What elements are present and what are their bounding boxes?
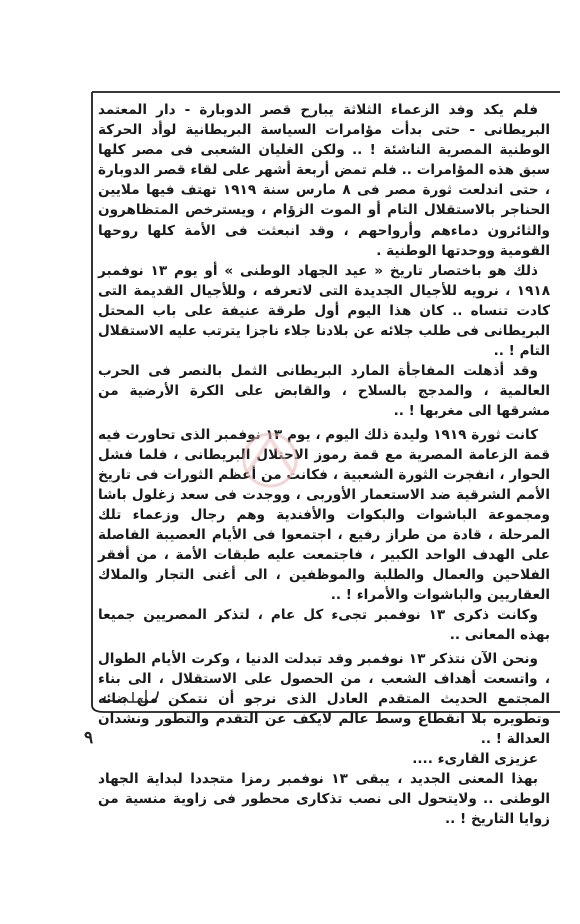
greeting-line: عزيزى القارىء .... [412, 751, 538, 767]
paragraph-2: ذلك هو باختصار تاريخ « عيد الجهاد الوطنى » أو يوم ١٣ نوفمبر ١٩١٨ ، نرويه للأجيال الجديدة التى لاتعرفه ، وللأجيال القديمة التى كادت تنساه .. كان هذا اليوم أول طرقة عنيفة على باب المحتل البريطانى فى طلب جلائه عن بلادنا جلاء ناجزا يترتب عليه الاستقلال التام ! .. [98, 262, 550, 360]
paragraph-6: ونحن الآن نتذكر ١٣ نوفمبر وقد تبدلت الدنيا ، وكرت الأيام الطوال ، واتسعت أهداف الشعب ، من الحصول على الاستقلال ، الى بناء المجتمع الحديث المتقدم العادل الذى نرجو أن نتمكن من بنائه وتطويره بلا انقطاع وسط عالم لايكف عن التقدم والتطور ونشدان العدالة ! .. [98, 650, 550, 747]
paragraph-4: كانت ثورة ١٩١٩ وليدة ذلك اليوم ، يوم ١٣ نوفمبر الذى تحاورت فيه قمة الزعامة المصرية مع قمة رموز الاحتلال البريطانى ، فلما فشل الحوار ، انفجرت الثورة الشعبية ، فكانت من أعظم الثورات فى تاريخ الأمم الشرقية ضد الاستعمار الأوربى ، ووجدت فى سعد زغلول باشا ومجموعة الباشوات والبكوات والأفندية وهم رجال وزعماء تلك المرحلة ، قادة من طراز رفيع ، اجتمعوا فى الأيام العصيبة الفاصلة على الهدف الواحد الكبير ، فاجتمعت عليه طبقات الأمة ، من أفقر الفلاحين والعمال والطلبة والموظفين ، الى أغنى التجار والملاك العقاريين والباشوات والأمراء ! .. [98, 426, 550, 604]
paragraph-3: وقد أذهلت المفاجأة المارد البريطانى الثمل بالنصر فى الحرب العالمية ، والمدجج بالسلاح ، والقابض على الكرة الأرضية من مشرقها الى مغربها ! .. [98, 363, 550, 420]
paragraph-7: بهذا المعنى الجديد ، يبقى ١٣ نوفمبر رمزا متجددا لبداية الجهاد الوطنى .. ولايتحول الى نصب تذكارى محطور فى زاوية منسية من زوايا التاريخ ! .. [98, 771, 550, 828]
article-body [98, 100, 550, 829]
page-number: ٩ [84, 728, 94, 748]
paragraph-1: فلم يكد وفد الزعماء الثلاثة يبارح قصر الدوبارة - دار المعتمد البريطانى - حتى بدأت مؤامرات السياسة البريطانية لوأد الحركة الوطنية المصرية الناشئة ! .. ولكن الغليان الشعبى فى مصر كلها سبق هذه المؤامرات .. فلم تمض أربعة أشهر على لقاء قصر الدوبارة ، حتى اندلعت ثورة مصر فى ٨ مارس سنة ١٩١٩ تهتف فيها ملايين الحناجر بالاستقلال التام أو الموت الزؤام ، ويسترخص المتظاهرون والثائرون دماءهم وأرواحهم ، وقد انبعثت فى الأمة كلها روحها القومية ووحدتها الوطنية . [98, 102, 550, 259]
paragraph-5: وكانت ذكرى ١٣ نوفمبر تجىء كل عام ، لتذكر المصريين جميعا بهذه المعانى .. [98, 607, 550, 644]
editor-signature [102, 686, 162, 708]
